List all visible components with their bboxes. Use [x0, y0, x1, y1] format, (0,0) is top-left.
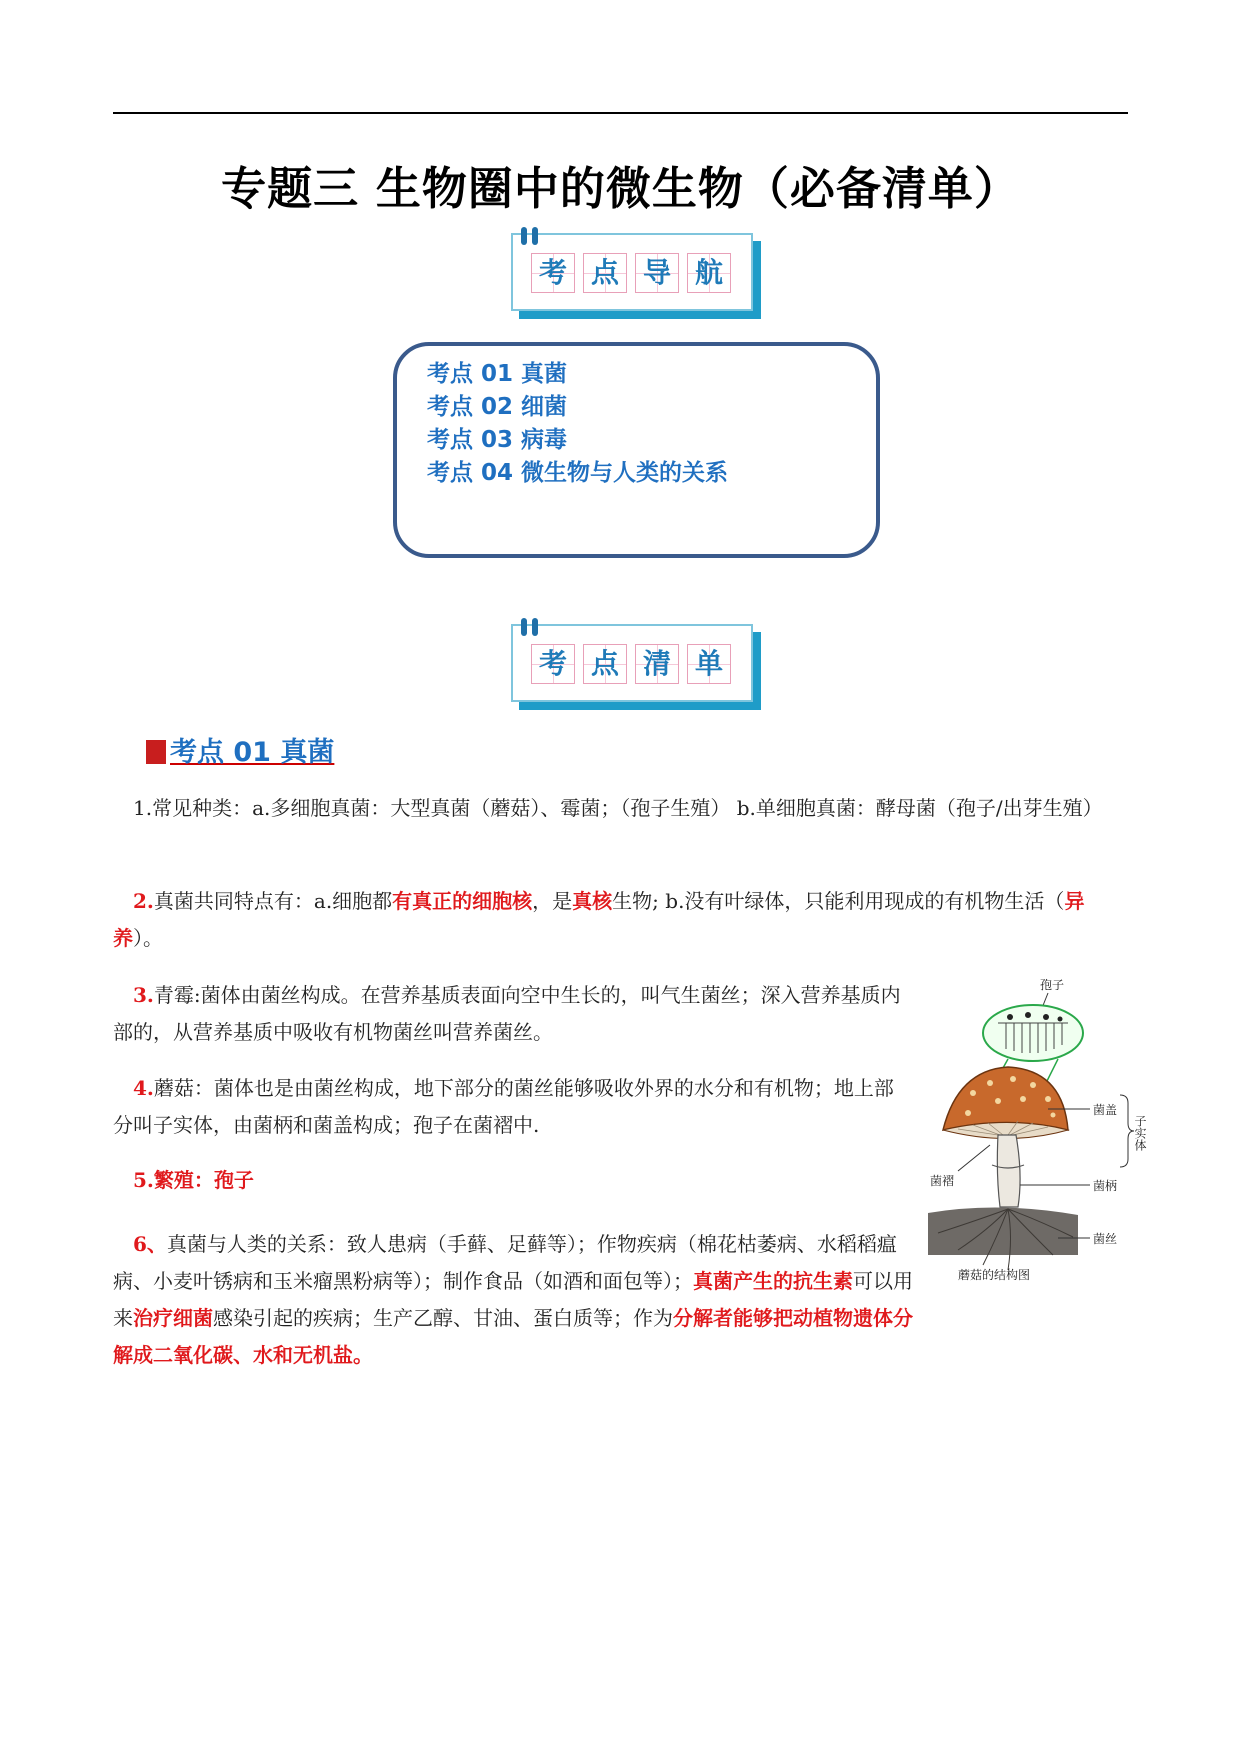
highlight: 分解者能够把动植物遗体分解成二氧化碳、水和无机盐。: [113, 1306, 913, 1367]
paragraph-6: [113, 1226, 913, 1374]
highlight: 真菌产生的抗生素: [693, 1269, 853, 1293]
banner-char: 点: [583, 644, 627, 684]
label-fruiting-body: 子实体: [1133, 1115, 1147, 1151]
highlight: 有真正的细胞核: [392, 889, 533, 913]
banner-char: 清: [635, 644, 679, 684]
label-gill: 菌褶: [930, 1174, 955, 1188]
nav-box: [393, 342, 880, 558]
para-number: 4.: [133, 1076, 154, 1100]
banner-char: 考: [531, 253, 575, 293]
banner-char: 点: [583, 253, 627, 293]
top-rule: [113, 112, 1128, 114]
label-spore: 孢子: [1040, 978, 1065, 992]
nav-item[interactable]: 考点 03 病毒: [427, 427, 568, 453]
banner-char: 考: [531, 644, 575, 684]
text-run: 生物; b.没有叶绿体，只能利用现成的有机物生活（: [612, 889, 1065, 913]
banner-char: 单: [687, 644, 731, 684]
mushroom-structure-figure: [928, 975, 1178, 1290]
label-hypha: 菌丝: [1093, 1232, 1118, 1246]
text-run: ，是: [532, 889, 573, 913]
highlight: 异养: [113, 889, 1085, 950]
nav-item[interactable]: 考点 04 微生物与人类的关系: [427, 460, 729, 486]
page-title: 专题三 生物圈中的微生物（必备清单）: [221, 162, 1020, 215]
nav-item[interactable]: 考点 02 细菌: [427, 394, 568, 420]
text-run: 真菌与人类的关系：致人患病（手藓、足藓等）；作物疾病（棉花枯萎病、水稻稻瘟病、小麦叶锈病和玉米瘤黑粉病等）；制作食品（如酒和面包等）；: [113, 1232, 897, 1293]
nav-item[interactable]: 考点 01 真菌: [427, 361, 568, 387]
section-heading: [146, 730, 334, 769]
label-cap: 菌盖: [1093, 1103, 1118, 1117]
highlight: 真核: [572, 889, 613, 913]
figure-caption: 蘑菇的结构图: [958, 1268, 1031, 1282]
text-run: 真菌共同特点有：a.细胞都: [153, 889, 393, 913]
para-number: 6、: [133, 1232, 167, 1256]
text-run: 青霉:菌体由菌丝构成。在营养基质表面向空中生长的，叫气生菌丝；深入营养基质内部的，从营养基质中吸收有机物菌丝叫营养菌丝。: [113, 983, 901, 1044]
highlight: 治疗细菌: [133, 1306, 213, 1330]
paragraph-3: [113, 977, 913, 1051]
text-run: 感染引起的疾病；生产乙醇、甘油、蛋白质等；作为: [213, 1306, 673, 1330]
pin-icon: [521, 227, 543, 249]
paragraph-4: [113, 1070, 913, 1144]
text-run: 蘑菇：菌体也是由菌丝构成，地下部分的菌丝能够吸收外界的水分和有机物；地上部分叫子实体，由菌柄和菌盖构成；孢子在菌褶中.: [113, 1076, 894, 1137]
text-run: ）。: [133, 926, 163, 950]
label-stalk: 菌柄: [1093, 1179, 1118, 1193]
pin-icon: [521, 618, 543, 640]
banner-char: 导: [635, 253, 679, 293]
nav-banner: [511, 233, 761, 319]
para-number: 2.: [133, 889, 154, 913]
paragraph-2: [113, 883, 1128, 957]
para-number: 3.: [133, 983, 154, 1007]
text-run: 可以用来: [113, 1269, 913, 1330]
banner-char: 航: [687, 253, 731, 293]
paragraph-5: 5.繁殖：孢子: [133, 1168, 254, 1192]
nav-list: [427, 358, 728, 490]
list-banner: [511, 624, 761, 710]
paragraph-1: 1.常见种类：a.多细胞真菌：大型真菌（蘑菇）、霉菌；（孢子生殖） b.单细胞真菌：酵母菌（孢子/出芽生殖）: [133, 796, 1103, 820]
section-heading-text: 考点 01 真菌: [170, 737, 335, 768]
red-square-icon: [146, 740, 166, 764]
